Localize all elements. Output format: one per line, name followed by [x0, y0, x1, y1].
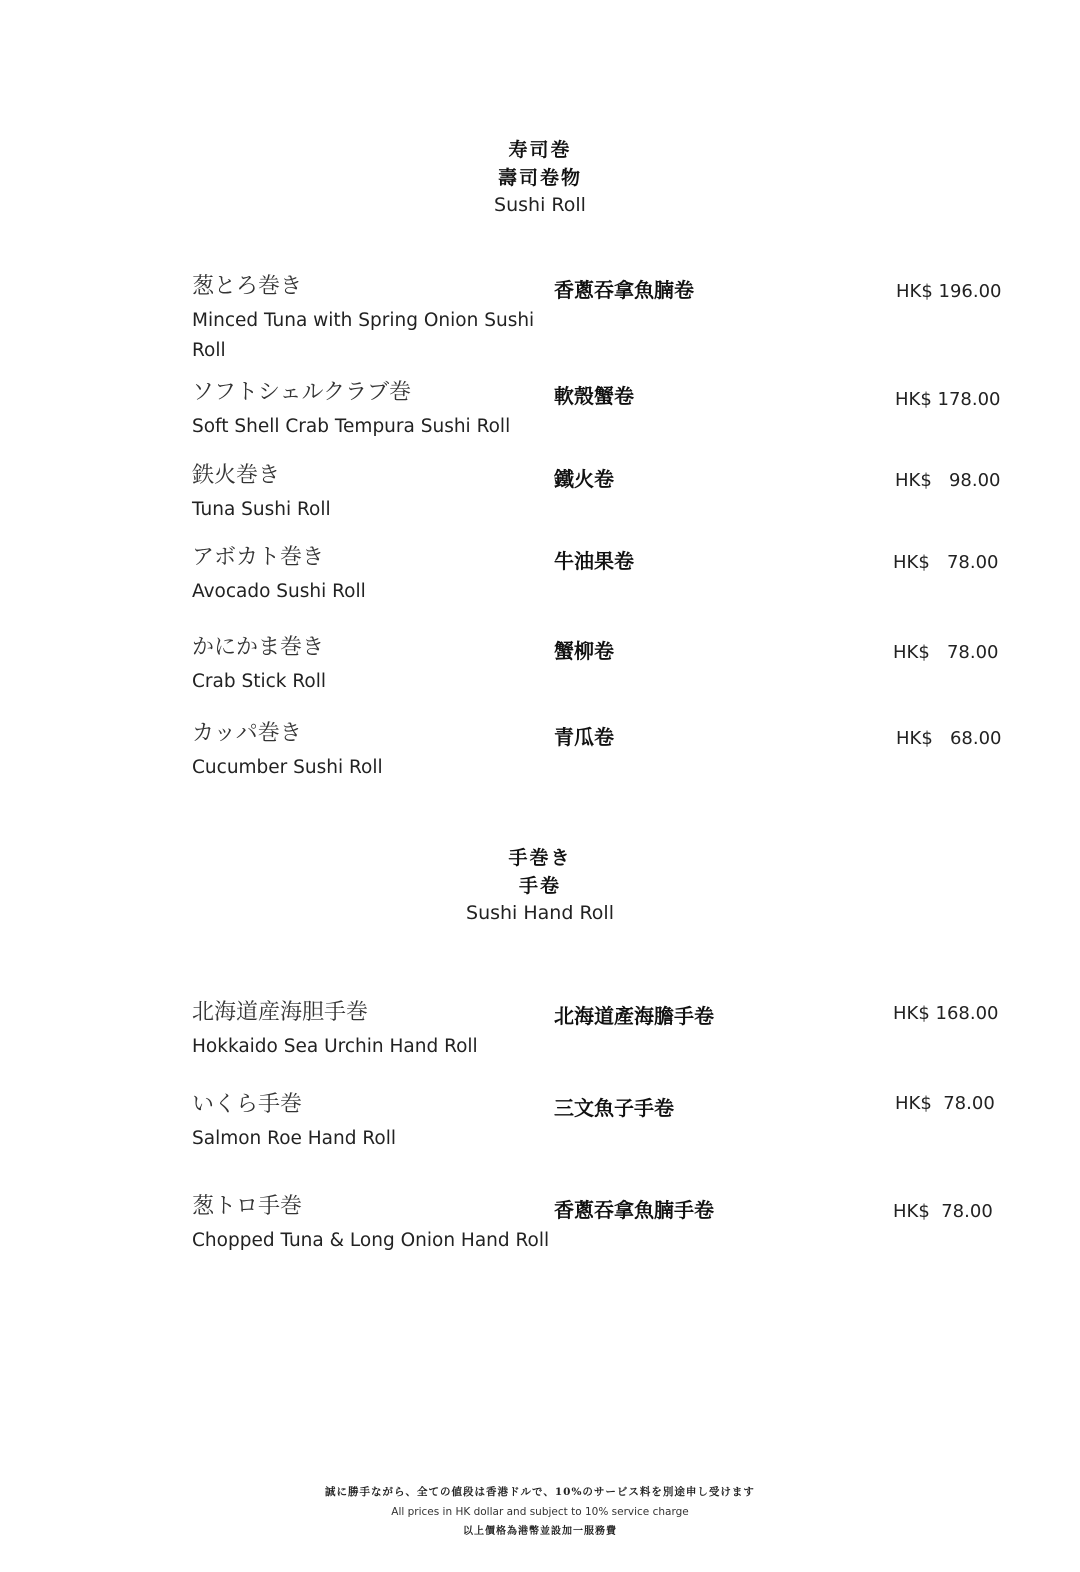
item-name-zh: 三文魚子手卷 — [554, 1096, 674, 1120]
menu-item — [0, 998, 1080, 1088]
item-name-en: Avocado Sushi Roll — [192, 581, 366, 602]
section-title-jp: 寿司巻 — [508, 139, 572, 161]
menu-item — [0, 272, 1080, 362]
item-name-zh: 香蔥吞拿魚腩卷 — [554, 278, 694, 302]
section-title-jp: 手巻き — [508, 847, 572, 869]
footer-notice — [0, 1482, 1080, 1542]
item-price: HK$ 168.00 — [893, 1003, 999, 1024]
item-price: HK$ 78.00 — [893, 1201, 993, 1222]
item-price: HK$ 98.00 — [895, 470, 1001, 491]
item-name-zh: 鐵火卷 — [554, 467, 614, 491]
item-name-en: Salmon Roe Hand Roll — [192, 1128, 396, 1149]
item-price: HK$ 78.00 — [895, 1093, 995, 1114]
item-name-zh: 軟殼蟹卷 — [554, 384, 634, 408]
item-name-jp: ソフトシェルクラブ巻 — [192, 380, 412, 405]
footer-note-zh: 以上價格為港幣並設加一服務費 — [463, 1526, 617, 1537]
item-name-en: Cucumber Sushi Roll — [192, 757, 383, 778]
menu-item — [0, 1090, 1080, 1180]
menu-item — [0, 461, 1080, 551]
item-price: HK$ 178.00 — [895, 389, 1001, 410]
item-price: HK$ 78.00 — [893, 552, 999, 573]
item-name-jp: いくら手巻 — [192, 1092, 303, 1117]
item-name-jp: 葱とろ巻き — [192, 274, 303, 299]
item-name-en: Minced Tuna with Spring Onion Sushi Roll — [192, 310, 535, 361]
item-name-zh: 香蔥吞拿魚腩手卷 — [554, 1198, 714, 1222]
item-name-jp: 鉄火巻き — [192, 463, 281, 488]
item-name-jp: カッパ巻き — [192, 721, 302, 746]
section-title-zh: 壽司卷物 — [497, 167, 582, 189]
footer-note-jp: 誠に勝手ながら、全ての値段は香港ドルで、10%のサービス料を別途申し受けます — [325, 1486, 755, 1498]
item-name-jp: アボカト巻き — [192, 545, 325, 570]
item-name-jp: かにかま巻き — [192, 635, 325, 660]
menu-item — [0, 633, 1080, 723]
menu-item — [0, 719, 1080, 809]
section-heading-sushi-roll — [0, 136, 1080, 218]
menu-item — [0, 1192, 1080, 1282]
item-name-en: Soft Shell Crab Tempura Sushi Roll — [192, 416, 511, 437]
section-title-zh: 手卷 — [518, 875, 561, 897]
section-heading-hand-roll — [0, 844, 1080, 926]
item-price: HK$ 196.00 — [896, 281, 1002, 302]
item-name-jp: 葱トロ手巻 — [192, 1194, 303, 1219]
item-name-en: Chopped Tuna & Long Onion Hand Roll — [192, 1230, 550, 1251]
item-name-en: Tuna Sushi Roll — [192, 499, 331, 520]
item-name-zh: 北海道產海膽手卷 — [554, 1004, 714, 1028]
item-name-zh: 牛油果卷 — [554, 549, 634, 573]
item-price: HK$ 68.00 — [896, 728, 1002, 749]
item-name-jp: 北海道産海胆手巻 — [192, 1000, 369, 1025]
item-name-en: Crab Stick Roll — [192, 671, 327, 692]
section-title-en: Sushi Hand Roll — [466, 902, 614, 924]
menu-item — [0, 378, 1080, 468]
footer-note-en: All prices in HK dollar and subject to 10% service charge — [391, 1506, 689, 1518]
item-name-zh: 青瓜卷 — [554, 725, 614, 749]
item-name-en: Hokkaido Sea Urchin Hand Roll — [192, 1036, 478, 1057]
item-price: HK$ 78.00 — [893, 642, 999, 663]
section-title-en: Sushi Roll — [494, 194, 586, 216]
menu-item — [0, 543, 1080, 633]
item-name-zh: 蟹柳卷 — [554, 639, 614, 663]
